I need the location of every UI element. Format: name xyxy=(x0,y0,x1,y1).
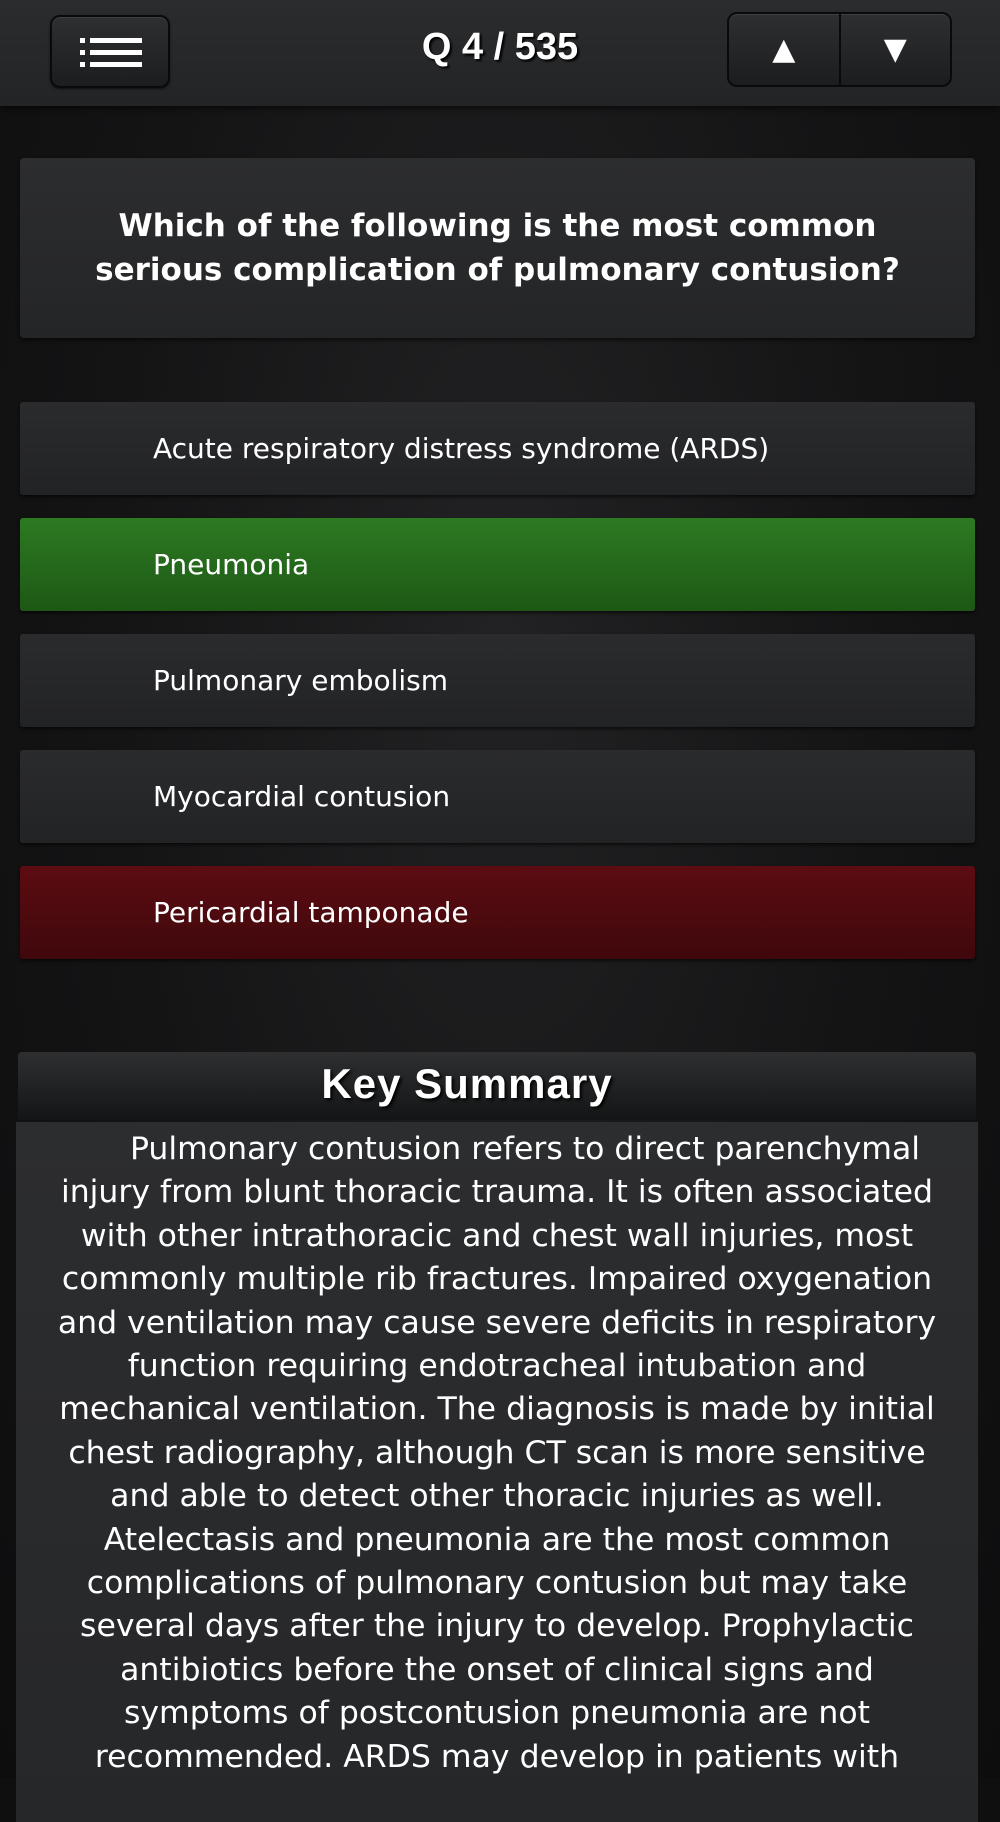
answer-option-5-wrong[interactable] xyxy=(20,866,975,959)
question-counter: Q 4 / 535 xyxy=(421,26,579,68)
answer-option-1[interactable] xyxy=(20,402,975,495)
summary-header xyxy=(18,1052,976,1120)
answer-option-label: Pneumonia xyxy=(153,548,310,581)
answer-option-label: Acute respiratory distress syndrome (ARDS) xyxy=(153,432,770,465)
answer-option-label: Myocardial contusion xyxy=(153,780,451,813)
answer-option-3[interactable] xyxy=(20,634,975,727)
summary-panel xyxy=(16,1122,978,1822)
list-icon xyxy=(80,36,142,70)
question-text: Which of the following is the most common serious complication of pulmonary contusion? xyxy=(95,208,900,288)
summary-title: Key Summary xyxy=(321,1060,613,1107)
answer-option-label: Pericardial tamponade xyxy=(153,896,469,929)
top-bar xyxy=(0,0,1000,106)
down-arrow-icon: ▼ xyxy=(883,32,907,67)
answer-option-4[interactable] xyxy=(20,750,975,843)
answer-option-label: Pulmonary embolism xyxy=(153,664,449,697)
previous-question-button[interactable] xyxy=(729,14,839,85)
question-card xyxy=(20,158,975,338)
question-nav xyxy=(727,12,952,87)
menu-button[interactable] xyxy=(50,15,170,88)
summary-text: Pulmonary contusion refers to direct parenchymal injury from blunt thoracic trauma. It is often associated with other intrathoracic and chest wall injuries, most commonly multiple rib fractures. Impaired oxygenation and ventilation may cause severe deficits in respiratory function requiring endotracheal intubation and mechanical ventilation. The diagnosis is made by initial chest radiography, although CT scan is more sensitive and able to detect other thoracic injuries as well. Atelectasis and pneumonia are the most common complications of pulmonary contusion but may take several days after the injury to develop. Prophylactic antibiotics before the onset of clinical signs and symptoms of postcontusion pneumonia are not recommended. ARDS may develop in patients with xyxy=(57,1131,937,1775)
answer-option-2-correct[interactable] xyxy=(20,518,975,611)
up-arrow-icon: ▲ xyxy=(772,32,796,67)
next-question-button[interactable] xyxy=(839,14,951,85)
